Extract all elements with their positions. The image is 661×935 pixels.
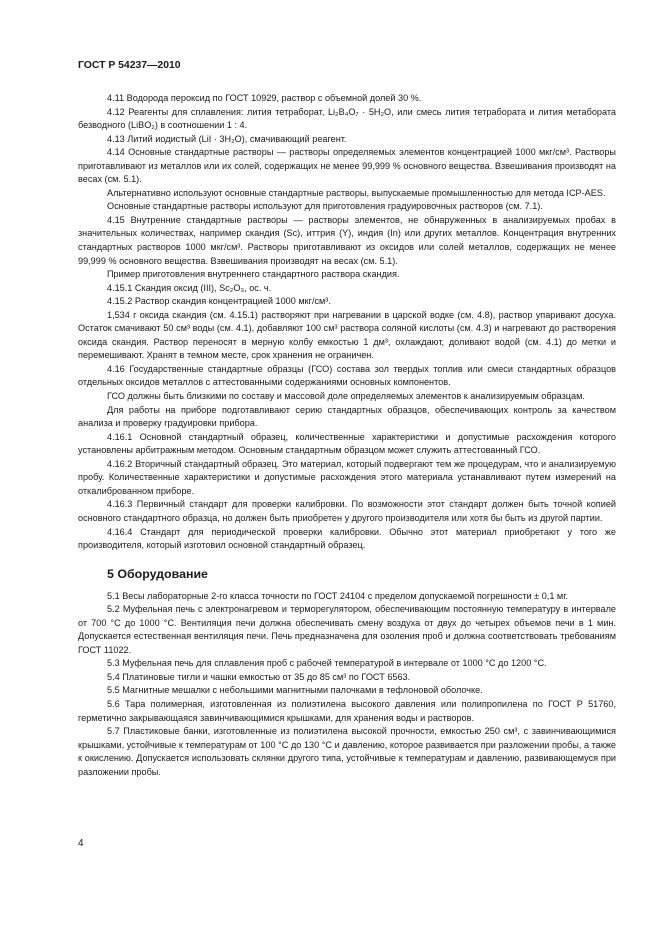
paragraph: Для работы на приборе подготавливают серию стандартных образцов, обеспечивающих контроль за качеством анализа и проверку градуировки прибора. xyxy=(78,404,616,429)
paragraph: 1,534 г оксида скандия (см. 4.15.1) растворяют при нагревании в царской водке (см. 4.8), раствор упаривают досуха. Остаток смачивают 50 см³ воды (см. 4.1), добавляют 100 см³ раствора соляной кислоты (см. 4.3) и нагревают до растворения оксида скандия. Раствор переносят в мерную колбу емкостью 1 дм³, охлаждают, доливают водой (см. 4.1) до метки и перемешивают. Хранят в темном месте, срок хранения не ограничен. xyxy=(78,309,616,361)
paragraph: 5.5 Магнитные мешалки с небольшими магнитными палочками в тефлоновой оболочке. xyxy=(107,685,483,696)
paragraph: 5.2 Муфельная печь с электронагревом и терморегулятором, обеспечивающим постоянную температуру в интервале от 700 °С до 1000 °С. Вентиляция печи должна обеспечивать смену воздуха от двух до четырех объемов печи в 1 мин. Допускается естественная вентиляция печи. Печь предназначена для озоления проб и должна соответствовать требованиям ГОСТ 11022. xyxy=(78,604,616,655)
paragraph: 5.3 Муфельная печь для сплавления проб с рабочей температурой в интервале от 1000 °С до 1200 °С. xyxy=(107,658,547,669)
paragraph: 4.16.2 Вторичный стандартный образец. Это материал, который подвергают тем же процедурам, что и анализируемую пробу. Количественные характеристики и допустимые расхождения этого материала устанавливают путем измерений на откалиброванном приборе. xyxy=(78,458,616,496)
paragraph: 5.6 Тара полимерная, изготовленная из полиэтилена высокого давления или полипропилена по ГОСТ Р 51760, герметично закрывающаяся завинчивающимися крышками, для хранения воды и растворов. xyxy=(78,698,616,723)
paragraph: 4.16.1 Основной стандартный образец, количественные характеристики и допустимые расхождения которого установлены арбитражным методом. Основным стандартным образцом может служить аттестованный ГСО. xyxy=(78,431,616,456)
document-page xyxy=(78,60,616,779)
paragraph: 4.15.1 Скандия оксид (III), Sc₂O₃, ос. ч. xyxy=(107,282,272,293)
paragraph: 5.1 Весы лабораторные 2-го класса точности по ГОСТ 24104 с пределом допускаемой погрешности ± 0,1 мг. xyxy=(107,590,568,601)
paragraph: 5.4 Платиновые тигли и чашки емкостью от 35 до 85 см³ по ГОСТ 6563. xyxy=(107,671,411,682)
paragraph: Основные стандартные растворы используют для приготовления градуировочных растворов (см. 7.1). xyxy=(107,201,543,212)
paragraph: ГСО должны быть близкими по составу и массовой доле определяемых элементов к анализируемым образцам. xyxy=(107,391,585,402)
paragraph: 4.12 Реагенты для сплавления: лития тетраборат, Li₂B₄O₇ · 5H₂O, или смесь лития тетрабората и лития метабората безводного (LiBO₂) в соотношении 1 : 4. xyxy=(78,106,616,131)
paragraph: 4.16.4 Стандарт для периодической проверки калибровки. Обычно этот материал приобретают у того же производителя, который изготовил основной стандартный образец. xyxy=(78,526,616,551)
page-number: 4 xyxy=(78,838,84,849)
paragraph: 4.15.2 Раствор скандия концентрацией 1000 мкг/см³. xyxy=(107,296,331,307)
paragraph: 4.15 Внутренние стандартные растворы — растворы элементов, не обнаруженных в анализируемых пробах в значительных количествах, например скандия (Sc), иттрия (Y), индия (In) или других металлов. Концентрация внутренних стандартных растворов 1000 мкг/см³. Растворы приготавливают из оксидов или солей металлов, содержащих не менее 99,999 % основного вещества. Взвешивания производят на весах (см. 5.1). xyxy=(78,214,616,266)
paragraph: 4.13 Литий иодистый (LiI · 3H₂O), смачивающий реагент. xyxy=(107,133,347,144)
paragraph: 4.16 Государственные стандартные образцы (ГСО) состава зол твердых топлив или смеси стандартных образцов отдельных оксидов металлов с аттестованными содержаниями основных компонентов. xyxy=(78,363,616,388)
paragraph: Альтернативно используют основные стандартные растворы, выпускаемые промышленностью для метода ICP-AES. xyxy=(107,187,606,198)
document-header: ГОСТ Р 54237—2010 xyxy=(78,60,181,71)
paragraph: 5.7 Пластиковые банки, изготовленные из полиэтилена высокой прочности, емкостью 250 см³, с завинчивающимися крышками, устойчивые к температурам от 100 °С до 130 °С и давлению, которое развивается при разложении пробы, а также к окислению. Допускается использовать склянки другого типа, устойчивые к температурам и давлению, развивающемуся при разложении пробы. xyxy=(78,726,616,777)
section-5-body xyxy=(78,590,616,780)
paragraph: Пример приготовления внутреннего стандартного раствора скандия. xyxy=(107,269,400,280)
section-5-heading: 5 Оборудование xyxy=(107,566,208,581)
section-4-body xyxy=(78,92,616,553)
paragraph: 4.16.3 Первичный стандарт для проверки калибровки. По возможности этот стандарт должен быть точной копией основного стандартного образца, но должен быть приобретен у другого производителя или хотя бы быть из другой партии. xyxy=(78,499,616,523)
paragraph: 4.14 Основные стандартные растворы — растворы определяемых элементов концентрацией 1000 мкг/см³. Растворы приготавливают из металлов или их солей, содержащих не менее 99,999 % основного вещества. Взвешивания производят на весах (см. 5.1). xyxy=(78,147,616,185)
paragraph: 4.11 Водорода пероксид по ГОСТ 10929, раствор с объемной долей 30 %. xyxy=(107,93,422,103)
